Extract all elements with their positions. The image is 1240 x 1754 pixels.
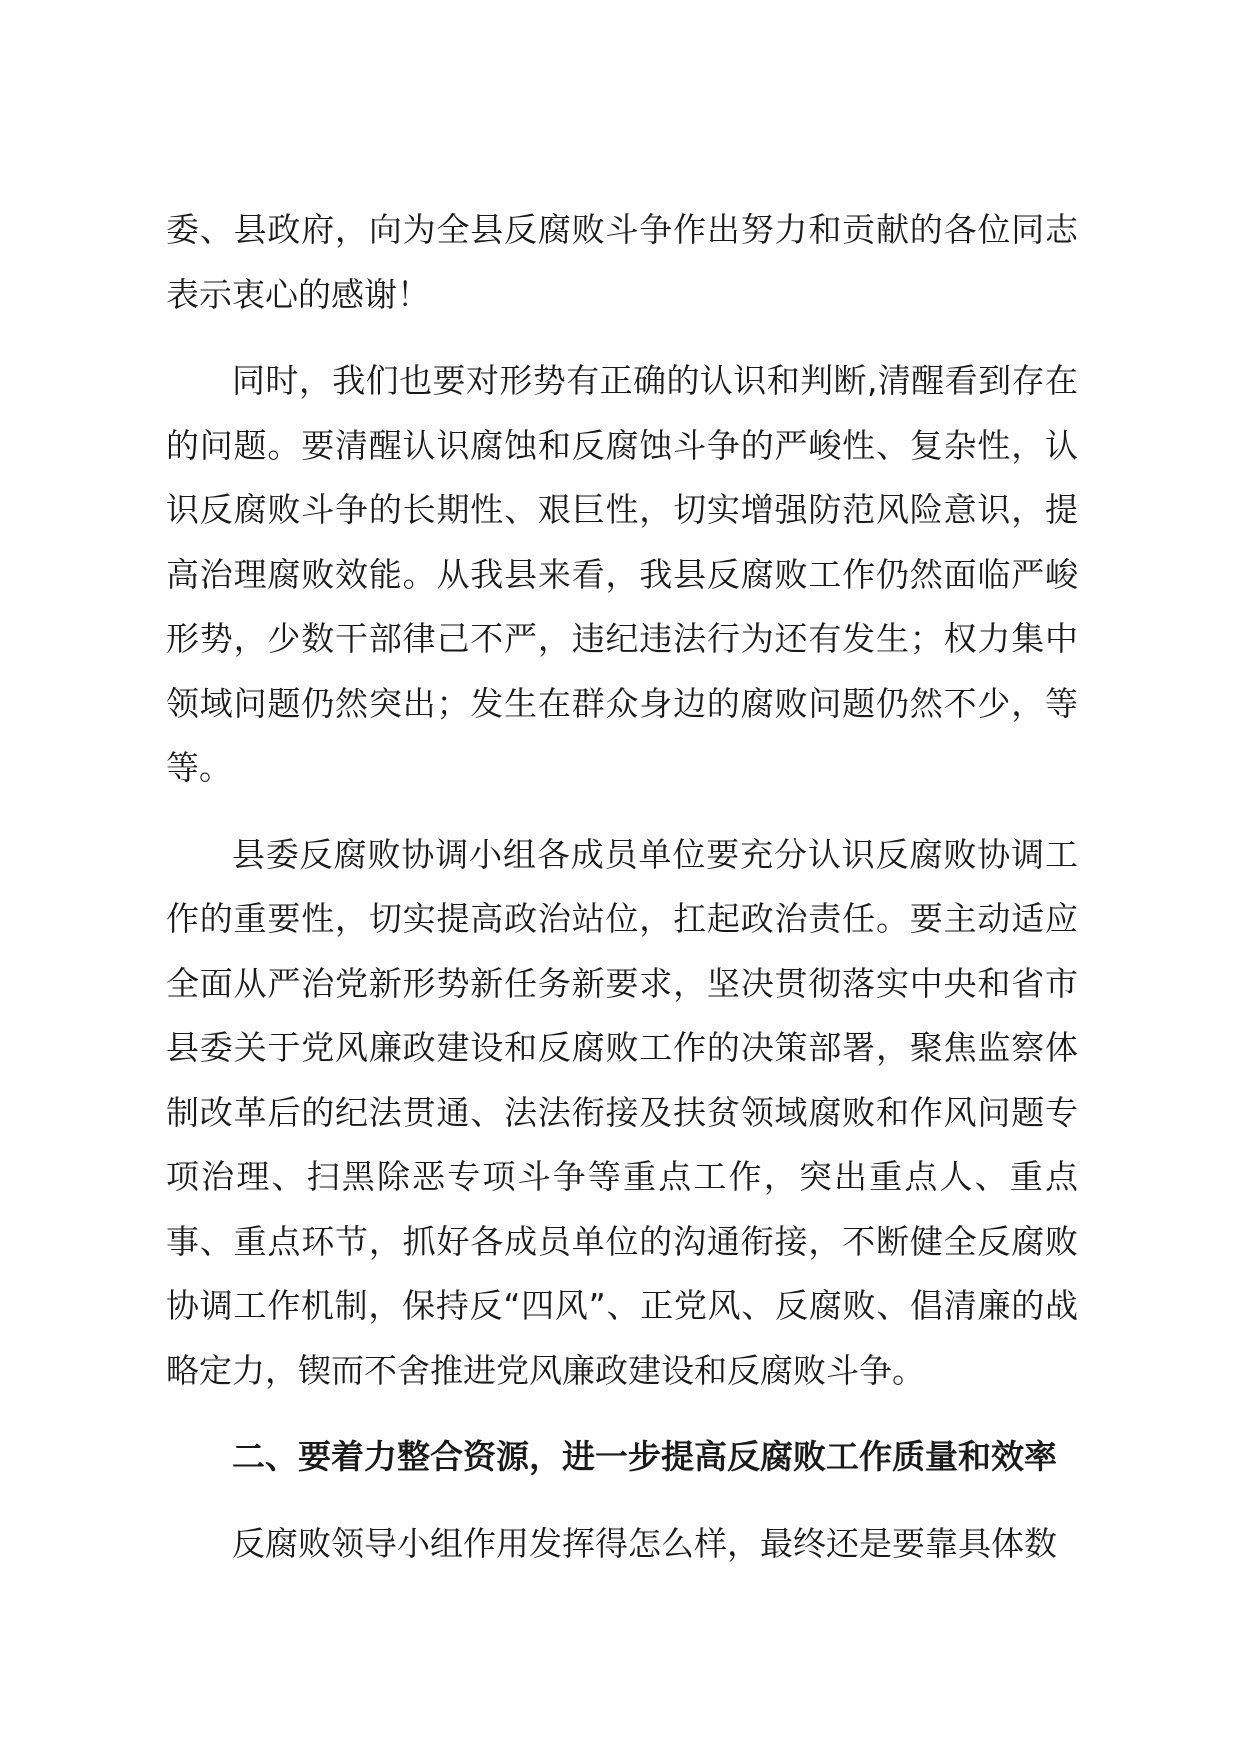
paragraph-spacer xyxy=(166,1403,1078,1425)
section-heading: 二、要着力整合资源，进一步提高反腐败工作质量和效率 xyxy=(232,1437,1057,1476)
paragraph-spacer xyxy=(166,327,1078,349)
paragraph-spacer xyxy=(166,801,1078,823)
paragraph-spacer xyxy=(166,1490,1078,1512)
paragraph-leading-group: 反腐败领导小组作用发挥得怎么样，最终还是要靠具体数 xyxy=(232,1523,1057,1563)
paragraph-situation: 同时，我们也要对形势有正确的认识和判断,清醒看到存在的问题。要清醒认识腐蚀和反腐蚀斗争的严峻性、复杂性，认识反腐败斗争的长期性、艰巨性，切实增强防范风险意识，提高治理腐败效能。从我县来看，我县反腐败工作仍然面临严峻形势，少数干部律己不严，违纪违法行为还有发生；权力集中领域问题仍然突出；发生在群众身边的腐败问题仍然不少，等等。 xyxy=(166,361,1078,787)
paragraph-coordination: 县委反腐败协调小组各成员单位要充分认识反腐败协调工作的重要性，切实提高政治站位，扛起政治责任。要主动适应全面从严治党新形势新任务新要求，坚决贯彻落实中央和省市县委关于党风廉政建设和反腐败工作的决策部署，聚焦监察体制改革后的纪法贯通、法法衔接及扶贫领域腐败和作风问题专项治理、扫黑除恶专项斗争等重点工作，突出重点人、重点事、重点环节，抓好各成员单位的沟通衔接，不断健全反腐败协调工作机制，保持反“四风”、正党风、反腐败、倡清廉的战略定力，锲而不舍推进党风廉政建设和反腐败斗争。 xyxy=(166,834,1078,1390)
document-body xyxy=(166,198,1078,1576)
paragraph-continuation: 委、县政府，向为全县反腐败斗争作出努力和贡献的各位同志表示衷心的感谢！ xyxy=(166,210,1078,314)
